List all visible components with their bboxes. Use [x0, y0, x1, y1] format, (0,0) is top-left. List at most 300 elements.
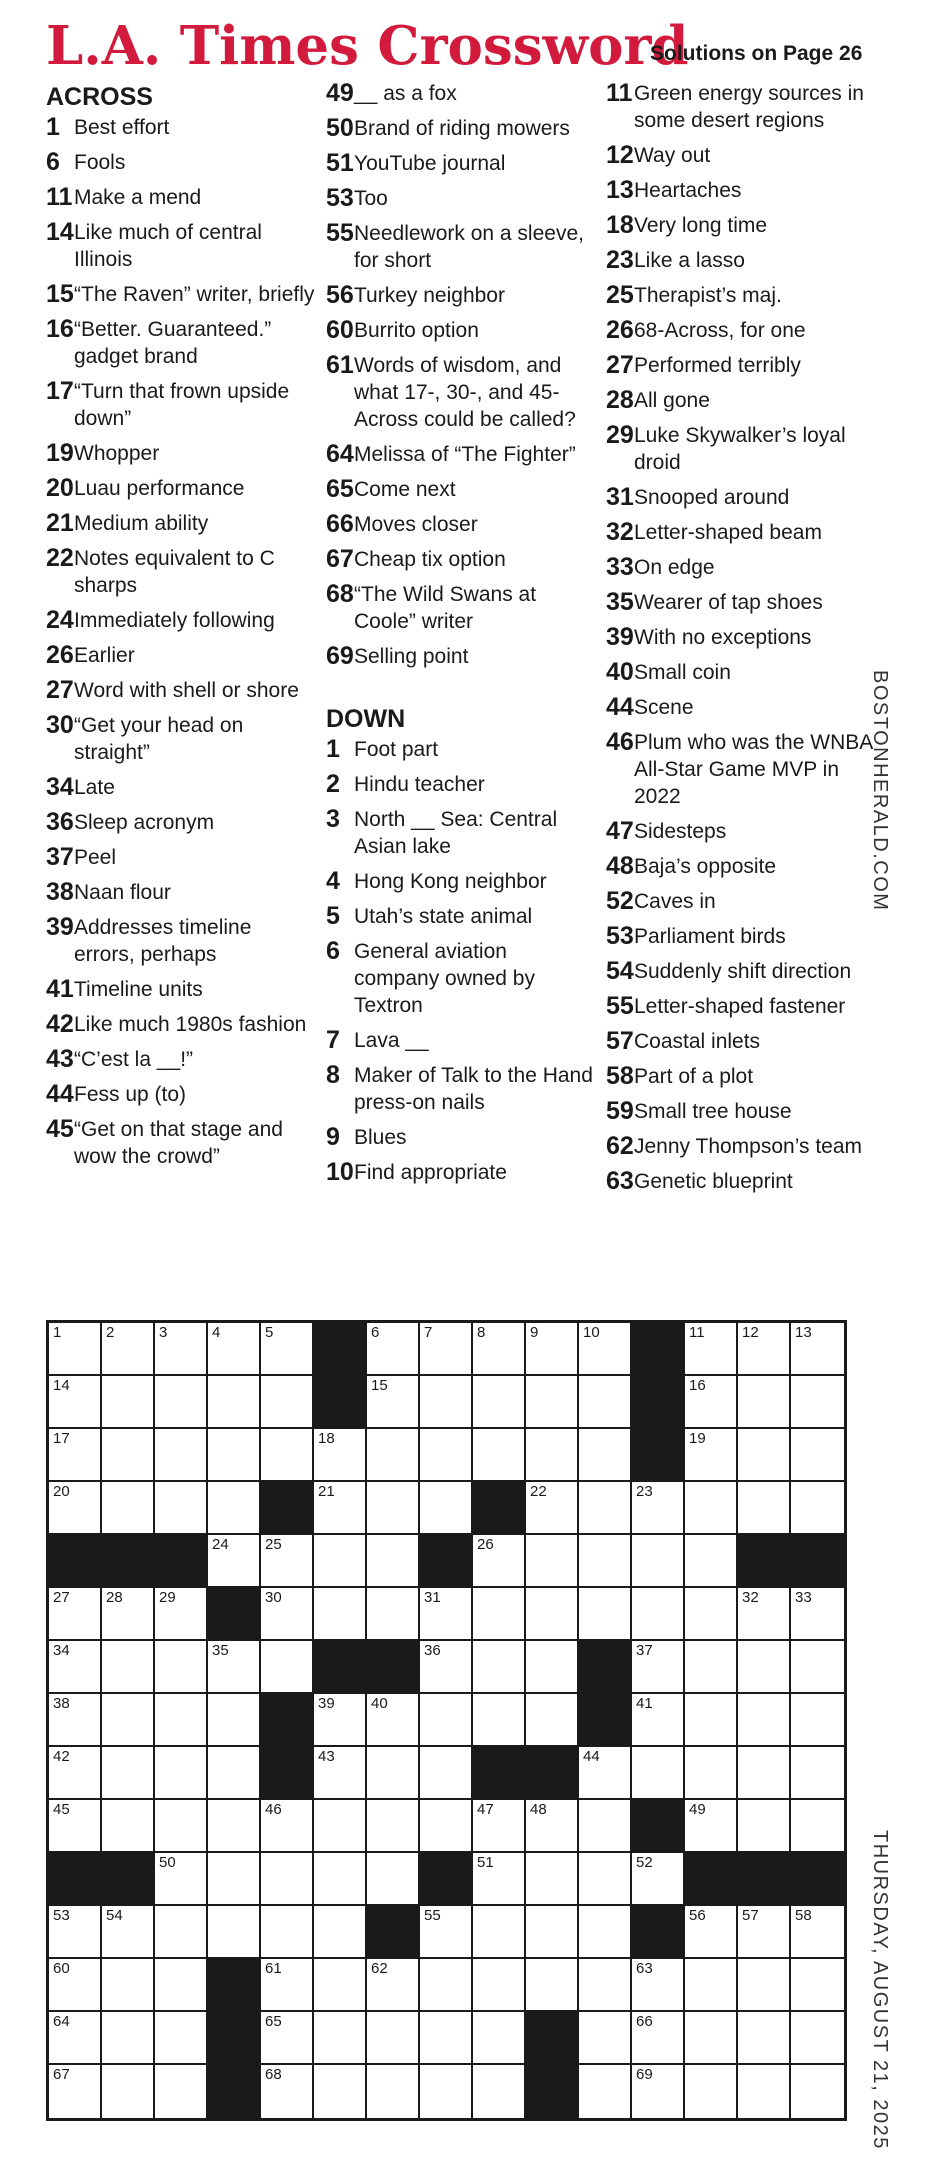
grid-cell[interactable]	[102, 1959, 155, 2012]
clue-text: Hindu teacher	[354, 773, 485, 796]
cell-number: 58	[795, 1907, 812, 1924]
cell-number: 39	[318, 1695, 335, 1712]
cell-number: 17	[53, 1430, 70, 1447]
cell-number: 47	[477, 1801, 494, 1818]
clue-text: Green energy sources in some desert regions	[634, 82, 864, 132]
grid-cell[interactable]	[261, 1429, 314, 1482]
cell-number: 34	[53, 1642, 70, 1659]
clue-number: 36	[46, 808, 74, 836]
grid-cell[interactable]	[473, 1959, 526, 2012]
grid-cell[interactable]	[261, 1906, 314, 1959]
grid-cell[interactable]	[579, 1535, 632, 1588]
grid-cell[interactable]	[102, 1906, 155, 1959]
cell-number: 55	[424, 1907, 441, 1924]
clue-text: Notes equivalent to C sharps	[74, 547, 275, 597]
grid-cell[interactable]	[685, 1694, 738, 1747]
clue-item	[606, 888, 876, 915]
grid-cell[interactable]	[632, 1853, 685, 1906]
clue-text: Heartaches	[634, 179, 742, 202]
clue-number: 5	[326, 902, 340, 930]
clue-text: Parliament birds	[634, 925, 786, 948]
cell-number: 51	[477, 1854, 494, 1871]
clue-item	[46, 281, 316, 308]
grid-cell[interactable]	[208, 1641, 261, 1694]
grid-cell[interactable]	[314, 1959, 367, 2012]
grid-cell[interactable]	[367, 1747, 420, 1800]
clue-number: 27	[46, 676, 74, 704]
grid-cell[interactable]	[685, 2065, 738, 2118]
clue-number: 21	[46, 509, 74, 537]
grid-cell[interactable]	[738, 1641, 791, 1694]
grid-cell[interactable]	[208, 1376, 261, 1429]
grid-cell[interactable]	[579, 1959, 632, 2012]
grid-cell[interactable]	[420, 1641, 473, 1694]
grid-cell[interactable]	[791, 2012, 844, 2065]
grid-cell[interactable]	[632, 1588, 685, 1641]
grid-cell[interactable]	[420, 1429, 473, 1482]
grid-cell[interactable]	[473, 1800, 526, 1853]
clue-column-2	[326, 80, 596, 1194]
grid-cell[interactable]	[632, 1747, 685, 1800]
grid-cell[interactable]	[102, 1376, 155, 1429]
grid-cell[interactable]	[579, 1800, 632, 1853]
clue-number: 35	[606, 588, 634, 616]
clue-item	[606, 1063, 876, 1090]
grid-cell[interactable]	[261, 1641, 314, 1694]
grid-cell[interactable]	[208, 1323, 261, 1376]
black-square	[208, 2012, 261, 2065]
clue-item	[326, 736, 596, 763]
grid-cell[interactable]	[579, 2012, 632, 2065]
grid-cell[interactable]	[367, 1694, 420, 1747]
clue-text: Luke Skywalker’s loyal droid	[634, 424, 846, 474]
grid-cell[interactable]	[208, 1482, 261, 1535]
grid-cell[interactable]	[791, 1694, 844, 1747]
cell-number: 23	[636, 1483, 653, 1500]
grid-cell[interactable]	[367, 1853, 420, 1906]
black-square	[208, 1959, 261, 2012]
grid-cell[interactable]	[261, 1853, 314, 1906]
grid-cell[interactable]	[314, 2065, 367, 2118]
grid-cell[interactable]	[208, 1747, 261, 1800]
clue-number: 8	[326, 1061, 340, 1089]
grid-cell[interactable]	[420, 1906, 473, 1959]
grid-cell[interactable]	[314, 1482, 367, 1535]
grid-cell[interactable]	[738, 2012, 791, 2065]
grid-cell[interactable]	[526, 1323, 579, 1376]
cell-number: 50	[159, 1854, 176, 1871]
grid-cell[interactable]	[208, 1906, 261, 1959]
grid-cell[interactable]	[632, 1694, 685, 1747]
grid-cell[interactable]	[208, 1694, 261, 1747]
grid-cell[interactable]	[314, 1535, 367, 1588]
clue-text: Lava __	[354, 1029, 429, 1052]
clue-number: 2	[326, 770, 340, 798]
grid-cell[interactable]	[685, 1641, 738, 1694]
grid-cell[interactable]	[685, 1747, 738, 1800]
grid-cell[interactable]	[420, 2012, 473, 2065]
grid-cell[interactable]	[261, 1959, 314, 2012]
grid-cell[interactable]	[49, 1800, 102, 1853]
clue-item	[606, 352, 876, 379]
grid-cell[interactable]	[473, 1588, 526, 1641]
clue-text: Moves closer	[354, 513, 478, 536]
cell-number: 9	[530, 1324, 539, 1341]
grid-cell[interactable]	[367, 1376, 420, 1429]
grid-cell[interactable]	[261, 1535, 314, 1588]
grid-cell[interactable]	[208, 1853, 261, 1906]
grid-cell[interactable]	[102, 1747, 155, 1800]
grid-cell[interactable]	[579, 1853, 632, 1906]
grid-cell[interactable]	[49, 2065, 102, 2118]
grid-cell[interactable]	[791, 1588, 844, 1641]
grid-cell[interactable]	[261, 1376, 314, 1429]
grid-cell[interactable]	[473, 1376, 526, 1429]
grid-cell[interactable]	[738, 1323, 791, 1376]
clue-text: Coastal inlets	[634, 1030, 761, 1053]
grid-cell[interactable]	[685, 1959, 738, 2012]
clue-text: Hong Kong neighbor	[354, 870, 547, 893]
grid-cell[interactable]	[473, 1429, 526, 1482]
cell-number: 8	[477, 1324, 486, 1341]
cell-number: 65	[265, 2013, 282, 2030]
grid-cell[interactable]	[420, 2065, 473, 2118]
grid-cell[interactable]	[49, 1694, 102, 1747]
grid-cell[interactable]	[579, 1482, 632, 1535]
grid-cell[interactable]	[49, 1323, 102, 1376]
clue-text: Luau performance	[74, 477, 245, 500]
black-square	[738, 1535, 791, 1588]
grid-cell[interactable]	[791, 1959, 844, 2012]
grid-cell[interactable]	[791, 1323, 844, 1376]
clue-text: Like much of central Illinois	[74, 221, 262, 271]
clue-text: Best effort	[74, 116, 170, 139]
grid-cell[interactable]	[579, 1429, 632, 1482]
grid-cell[interactable]	[367, 1959, 420, 2012]
grid-cell[interactable]	[102, 2012, 155, 2065]
grid-cell[interactable]	[49, 1429, 102, 1482]
grid-cell[interactable]	[155, 1694, 208, 1747]
grid-cell[interactable]	[261, 1800, 314, 1853]
grid-cell[interactable]	[526, 1906, 579, 1959]
grid-cell[interactable]	[526, 1376, 579, 1429]
grid-cell[interactable]	[473, 1853, 526, 1906]
grid-cell[interactable]	[791, 1747, 844, 1800]
grid-cell[interactable]	[155, 2065, 208, 2118]
clue-item	[326, 868, 596, 895]
cell-number: 4	[212, 1324, 221, 1341]
clue-text: “The Raven” writer, briefly	[74, 283, 315, 306]
cell-number: 43	[318, 1748, 335, 1765]
grid-cell[interactable]	[155, 1376, 208, 1429]
grid-cell[interactable]	[102, 1588, 155, 1641]
grid-cell[interactable]	[314, 1588, 367, 1641]
black-square	[314, 1323, 367, 1376]
grid-cell[interactable]	[579, 1376, 632, 1429]
grid-cell[interactable]	[49, 1641, 102, 1694]
clue-column-1	[46, 80, 316, 1178]
grid-cell[interactable]	[791, 1641, 844, 1694]
grid-cell[interactable]	[579, 1747, 632, 1800]
grid-cell[interactable]	[314, 2012, 367, 2065]
grid-cell[interactable]	[791, 1376, 844, 1429]
clue-item	[326, 581, 596, 635]
grid-cell[interactable]	[526, 1429, 579, 1482]
grid-cell[interactable]	[49, 2012, 102, 2065]
grid-cell[interactable]	[791, 2065, 844, 2118]
grid-cell[interactable]	[738, 1376, 791, 1429]
grid-cell[interactable]	[155, 1959, 208, 2012]
grid-cell[interactable]	[155, 1853, 208, 1906]
grid-cell[interactable]	[526, 1641, 579, 1694]
grid-cell[interactable]	[420, 1959, 473, 2012]
grid-cell[interactable]	[632, 1641, 685, 1694]
grid-cell[interactable]	[314, 1694, 367, 1747]
grid-cell[interactable]	[420, 1323, 473, 1376]
grid-cell[interactable]	[738, 1747, 791, 1800]
grid-cell[interactable]	[102, 1800, 155, 1853]
cell-number: 67	[53, 2066, 70, 2083]
grid-cell[interactable]	[526, 1800, 579, 1853]
cell-number: 24	[212, 1536, 229, 1553]
grid-cell[interactable]	[155, 1429, 208, 1482]
clue-item	[46, 316, 316, 370]
grid-cell[interactable]	[261, 1588, 314, 1641]
grid-cell[interactable]	[208, 1800, 261, 1853]
grid-cell[interactable]	[473, 2012, 526, 2065]
clue-number: 24	[46, 606, 74, 634]
grid-cell[interactable]	[367, 1800, 420, 1853]
cell-number: 36	[424, 1642, 441, 1659]
grid-cell[interactable]	[420, 1376, 473, 1429]
grid-cell[interactable]	[155, 1323, 208, 1376]
grid-cell[interactable]	[685, 2012, 738, 2065]
clue-item	[606, 177, 876, 204]
grid-cell[interactable]	[473, 1906, 526, 1959]
grid-cell[interactable]	[155, 1906, 208, 1959]
clue-text: Burrito option	[354, 319, 479, 342]
clue-item	[606, 519, 876, 546]
clue-text: Plum who was the WNBA All-Star Game MVP in 2022	[634, 731, 873, 808]
clue-text: “Get on that stage and wow the crowd”	[74, 1118, 283, 1168]
grid-cell[interactable]	[155, 1747, 208, 1800]
clue-number: 9	[326, 1123, 340, 1151]
grid-cell[interactable]	[314, 1853, 367, 1906]
grid-cell[interactable]	[473, 1323, 526, 1376]
clue-item	[326, 1062, 596, 1116]
cell-number: 64	[53, 2013, 70, 2030]
clue-number: 12	[606, 141, 634, 169]
cell-number: 44	[583, 1748, 600, 1765]
black-square	[632, 1906, 685, 1959]
grid-cell[interactable]	[473, 1535, 526, 1588]
cell-number: 60	[53, 1960, 70, 1977]
cell-number: 10	[583, 1324, 600, 1341]
grid-cell[interactable]	[473, 2065, 526, 2118]
grid-cell[interactable]	[526, 1535, 579, 1588]
grid-cell[interactable]	[49, 1959, 102, 2012]
grid-cell[interactable]	[367, 1482, 420, 1535]
grid-cell[interactable]	[473, 1641, 526, 1694]
grid-cell[interactable]	[367, 1429, 420, 1482]
clue-number: 52	[606, 887, 634, 915]
grid-cell[interactable]	[685, 1376, 738, 1429]
grid-cell[interactable]	[367, 2065, 420, 2118]
cell-number: 56	[689, 1907, 706, 1924]
grid-cell[interactable]	[102, 2065, 155, 2118]
clue-text: All gone	[634, 389, 710, 412]
grid-cell[interactable]	[102, 1323, 155, 1376]
grid-cell[interactable]	[632, 2065, 685, 2118]
clue-item	[606, 142, 876, 169]
grid-cell[interactable]	[367, 1588, 420, 1641]
clue-number: 58	[606, 1062, 634, 1090]
grid-cell[interactable]	[420, 1588, 473, 1641]
grid-cell[interactable]	[738, 2065, 791, 2118]
grid-cell[interactable]	[526, 1482, 579, 1535]
clue-number: 7	[326, 1026, 340, 1054]
clue-text: Words of wisdom, and what 17-, 30-, and 45-Across could be called?	[354, 354, 576, 431]
cell-number: 42	[53, 1748, 70, 1765]
grid-cell[interactable]	[738, 1429, 791, 1482]
grid-cell[interactable]	[208, 1535, 261, 1588]
grid-cell[interactable]	[420, 1694, 473, 1747]
black-square	[791, 1853, 844, 1906]
grid-cell[interactable]	[155, 2012, 208, 2065]
grid-cell[interactable]	[579, 1588, 632, 1641]
clue-item	[46, 378, 316, 432]
black-square	[261, 1694, 314, 1747]
grid-cell[interactable]	[685, 1906, 738, 1959]
clue-number: 42	[46, 1010, 74, 1038]
clue-text: Turkey neighbor	[354, 284, 505, 307]
clue-text: Letter-shaped beam	[634, 521, 822, 544]
grid-cell[interactable]	[314, 1906, 367, 1959]
grid-cell[interactable]	[155, 1800, 208, 1853]
grid-cell[interactable]	[208, 1429, 261, 1482]
clue-item	[326, 441, 596, 468]
grid-cell[interactable]	[685, 1323, 738, 1376]
grid-cell[interactable]	[420, 1482, 473, 1535]
grid-cell[interactable]	[49, 1588, 102, 1641]
grid-cell[interactable]	[738, 1906, 791, 1959]
clue-item	[46, 1011, 316, 1038]
grid-cell[interactable]	[420, 1800, 473, 1853]
clue-item	[606, 247, 876, 274]
grid-cell[interactable]	[314, 1800, 367, 1853]
cell-number: 48	[530, 1801, 547, 1818]
clue-item	[606, 694, 876, 721]
clue-number: 13	[606, 176, 634, 204]
grid-cell[interactable]	[526, 1588, 579, 1641]
clue-text: North __ Sea: Central Asian lake	[354, 808, 558, 858]
grid-cell[interactable]	[791, 1906, 844, 1959]
clue-item	[606, 1098, 876, 1125]
clue-number: 25	[606, 281, 634, 309]
grid-cell[interactable]	[314, 1429, 367, 1482]
grid-cell[interactable]	[685, 1482, 738, 1535]
grid-cell[interactable]	[632, 1482, 685, 1535]
clue-number: 63	[606, 1167, 634, 1195]
grid-cell[interactable]	[579, 2065, 632, 2118]
grid-cell[interactable]	[791, 1800, 844, 1853]
grid-cell[interactable]	[49, 1482, 102, 1535]
cell-number: 6	[371, 1324, 380, 1341]
grid-cell[interactable]	[49, 1376, 102, 1429]
grid-cell[interactable]	[738, 1800, 791, 1853]
cell-number: 35	[212, 1642, 229, 1659]
grid-cell[interactable]	[526, 1959, 579, 2012]
cell-number: 53	[53, 1907, 70, 1924]
grid-cell[interactable]	[102, 1482, 155, 1535]
grid-cell[interactable]	[261, 2012, 314, 2065]
grid-cell[interactable]	[155, 1588, 208, 1641]
grid-cell[interactable]	[632, 1959, 685, 2012]
cell-number: 49	[689, 1801, 706, 1818]
grid-cell[interactable]	[685, 1535, 738, 1588]
grid-cell[interactable]	[632, 2012, 685, 2065]
grid-cell[interactable]	[367, 1535, 420, 1588]
grid-cell[interactable]	[261, 2065, 314, 2118]
clue-text: Snooped around	[634, 486, 790, 509]
grid-cell[interactable]	[738, 1588, 791, 1641]
grid-cell[interactable]	[791, 1482, 844, 1535]
black-square	[632, 1323, 685, 1376]
grid-cell[interactable]	[579, 1906, 632, 1959]
clue-text: Late	[74, 776, 115, 799]
cell-number: 62	[371, 1960, 388, 1977]
clue-number: 3	[326, 805, 340, 833]
grid-cell[interactable]	[632, 1535, 685, 1588]
grid-cell[interactable]	[526, 1694, 579, 1747]
clue-text: Way out	[634, 144, 711, 167]
grid-cell[interactable]	[738, 1482, 791, 1535]
grid-cell[interactable]	[579, 1323, 632, 1376]
grid-cell[interactable]	[738, 1694, 791, 1747]
grid-cell[interactable]	[791, 1429, 844, 1482]
grid-cell[interactable]	[155, 1482, 208, 1535]
across-clue-list	[46, 114, 316, 1170]
clue-number: 51	[326, 149, 354, 177]
grid-cell[interactable]	[49, 1906, 102, 1959]
grid-cell[interactable]	[473, 1694, 526, 1747]
grid-cell[interactable]	[102, 1429, 155, 1482]
grid-cell[interactable]	[102, 1694, 155, 1747]
grid-cell[interactable]	[367, 1323, 420, 1376]
clue-number: 23	[606, 246, 634, 274]
down-heading: DOWN	[326, 705, 406, 733]
grid-cell[interactable]	[102, 1641, 155, 1694]
black-square	[420, 1535, 473, 1588]
grid-cell[interactable]	[49, 1747, 102, 1800]
grid-cell[interactable]	[420, 1747, 473, 1800]
clue-number: 33	[606, 553, 634, 581]
black-square	[791, 1535, 844, 1588]
grid-cell[interactable]	[367, 2012, 420, 2065]
grid-cell[interactable]	[526, 1853, 579, 1906]
grid-cell[interactable]	[155, 1641, 208, 1694]
grid-cell[interactable]	[314, 1747, 367, 1800]
issue-date: THURSDAY, AUGUST 21, 2025	[869, 1830, 891, 2150]
grid-cell[interactable]	[685, 1800, 738, 1853]
grid-cell[interactable]	[738, 1959, 791, 2012]
grid-cell[interactable]	[261, 1323, 314, 1376]
grid-cell[interactable]	[685, 1588, 738, 1641]
clue-number: 39	[606, 623, 634, 651]
cell-number: 11	[689, 1324, 705, 1341]
clue-number: 16	[46, 315, 74, 343]
grid-cell[interactable]	[685, 1429, 738, 1482]
